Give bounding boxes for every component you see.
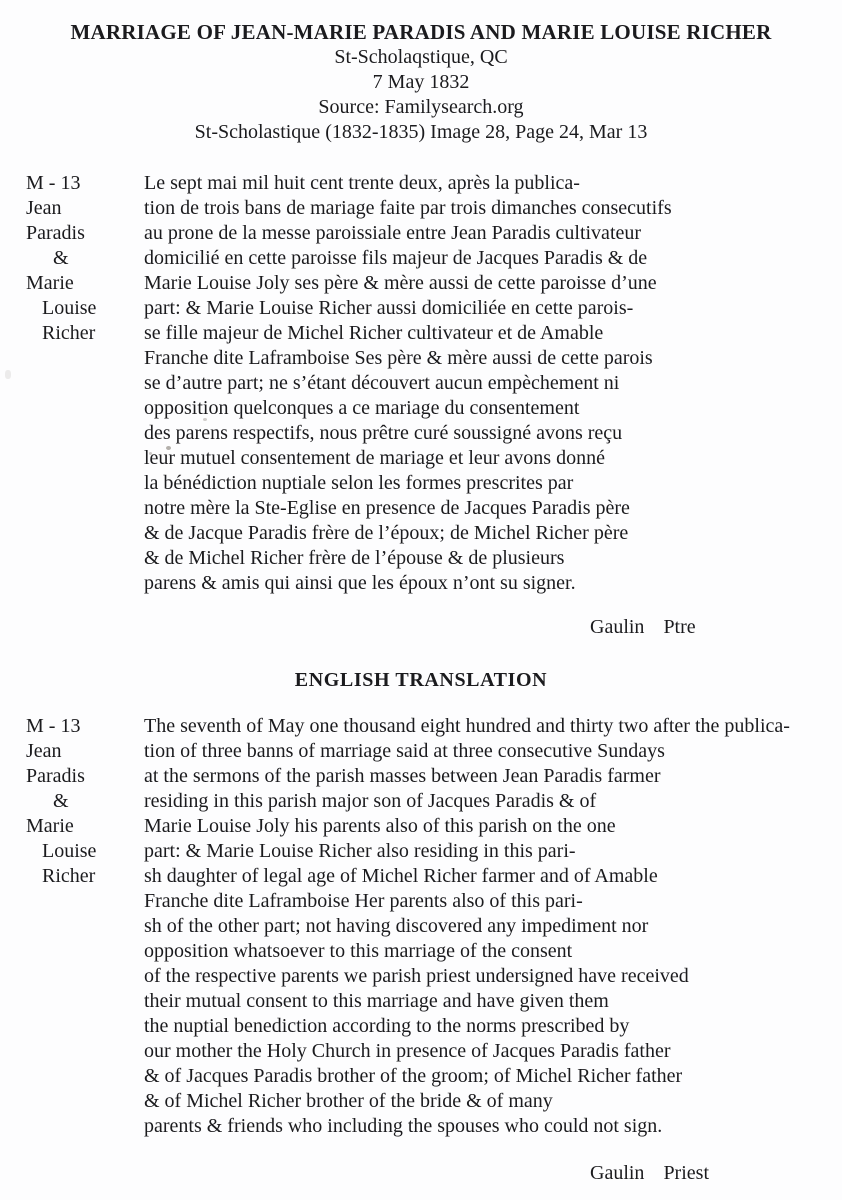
record-line: Marie Louise Joly his parents also of this parish on the one — [144, 815, 616, 837]
date-line: 7 May 1832 — [372, 71, 470, 93]
record-line: se fille majeur de Michel Richer cultivateur et de Amable — [144, 322, 604, 344]
margin-note: Jean — [26, 740, 62, 762]
record-line: tion of three banns of marriage said at three consecutive Sundays — [144, 740, 665, 762]
record-line: their mutual consent to this marriage and have given them — [144, 990, 609, 1012]
signature-name: Gaulin — [590, 616, 645, 638]
margin-note: Marie — [26, 815, 74, 837]
record-line: opposition quelconques a ce mariage du consentement — [144, 397, 580, 419]
record-line: au prone de la messe paroissiale entre Jean Paradis cultivateur — [144, 222, 642, 244]
record-line: Le sept mai mil huit cent trente deux, après la publica- — [144, 172, 580, 194]
margin-note: M - 13 — [26, 172, 81, 194]
english-margin-notes — [26, 714, 138, 889]
margin-note: Richer — [42, 322, 96, 344]
margin-note: Paradis — [26, 765, 85, 787]
record-line: the nuptial benediction according to the norms prescribed by — [144, 1015, 630, 1037]
record-line: leur mutuel consentement de mariage et leur avons donné — [144, 447, 605, 469]
margin-note: Jean — [26, 197, 62, 219]
record-line: residing in this parish major son of Jacques Paradis & of — [144, 790, 597, 812]
document-header — [0, 20, 842, 145]
record-line: & de Michel Richer frère de l’épouse & de plusieurs — [144, 547, 565, 569]
margin-note: Louise — [42, 840, 97, 862]
margin-note: Louise — [42, 297, 97, 319]
french-margin-notes — [26, 171, 138, 346]
record-line: opposition whatsoever to this marriage of the consent — [144, 940, 573, 962]
french-record-text — [144, 171, 834, 596]
record-line: part: & Marie Louise Richer aussi domiciliée en cette parois- — [144, 297, 634, 319]
margin-note: M - 13 — [26, 715, 81, 737]
scan-speck — [203, 418, 207, 421]
record-line: Marie Louise Joly ses père & mère aussi de cette paroisse d’une — [144, 272, 657, 294]
reference-line: St-Scholastique (1832-1835) Image 28, Page 24, Mar 13 — [194, 121, 648, 143]
margin-note: Richer — [42, 865, 96, 887]
source-line: Source: Familysearch.org — [318, 96, 524, 118]
record-line: & de Jacque Paradis frère de l’époux; de Michel Richer père — [144, 522, 629, 544]
record-line: parents & friends who including the spouses who could not sign. — [144, 1115, 663, 1137]
record-line: Franche dite Laframboise Ses père & mère aussi de cette parois — [144, 347, 653, 369]
translation-heading: ENGLISH TRANSLATION — [294, 669, 548, 691]
record-line: Franche dite Laframboise Her parents also of this pari- — [144, 890, 583, 912]
record-line: se d’autre part; ne s’étant découvert aucun empèchement ni — [144, 372, 620, 394]
record-line: sh daughter of legal age of Michel Richer farmer and of Amable — [144, 865, 658, 887]
signature-title: Ptre — [663, 616, 696, 638]
record-line: notre mère la Ste-Eglise en presence de Jacques Paradis père — [144, 497, 630, 519]
record-line: parens & amis qui ainsi que les époux n’ont su signer. — [144, 572, 576, 594]
french-signature — [590, 615, 696, 640]
record-line: domicilié en cette paroisse fils majeur de Jacques Paradis & de — [144, 247, 648, 269]
record-line: part: & Marie Louise Richer also residing in this pari- — [144, 840, 576, 862]
document-title: MARRIAGE OF JEAN-MARIE PARADIS AND MARIE LOUISE RICHER — [70, 20, 772, 44]
english-record-text — [144, 714, 834, 1139]
record-line: of the respective parents we parish priest undersigned have received — [144, 965, 689, 987]
record-line: The seventh of May one thousand eight hundred and thirty two after the publica- — [144, 715, 790, 737]
record-line: & of Michel Richer brother of the bride & of many — [144, 1090, 553, 1112]
margin-note: Marie — [26, 272, 74, 294]
scan-speck — [5, 370, 11, 379]
record-line: & of Jacques Paradis brother of the groom; of Michel Richer father — [144, 1065, 683, 1087]
location-line: St-Scholaqstique, QC — [334, 46, 508, 68]
signature-name: Gaulin — [590, 1162, 645, 1184]
record-line: la bénédiction nuptiale selon les formes prescrites par — [144, 472, 574, 494]
margin-note: Paradis — [26, 222, 85, 244]
record-line: tion de trois bans de mariage faite par trois dimanches consecutifs — [144, 197, 672, 219]
english-signature — [590, 1161, 709, 1186]
margin-note: & — [53, 790, 69, 812]
record-line: our mother the Holy Church in presence of Jacques Paradis father — [144, 1040, 671, 1062]
scan-speck — [166, 446, 171, 450]
margin-note: & — [53, 247, 69, 269]
signature-title: Priest — [663, 1162, 709, 1184]
record-line: sh of the other part; not having discovered any impediment nor — [144, 915, 649, 937]
record-line: des parens respectifs, nous prêtre curé soussigné avons reçu — [144, 422, 623, 444]
scan-speck — [149, 452, 152, 455]
record-line: at the sermons of the parish masses between Jean Paradis farmer — [144, 765, 661, 787]
